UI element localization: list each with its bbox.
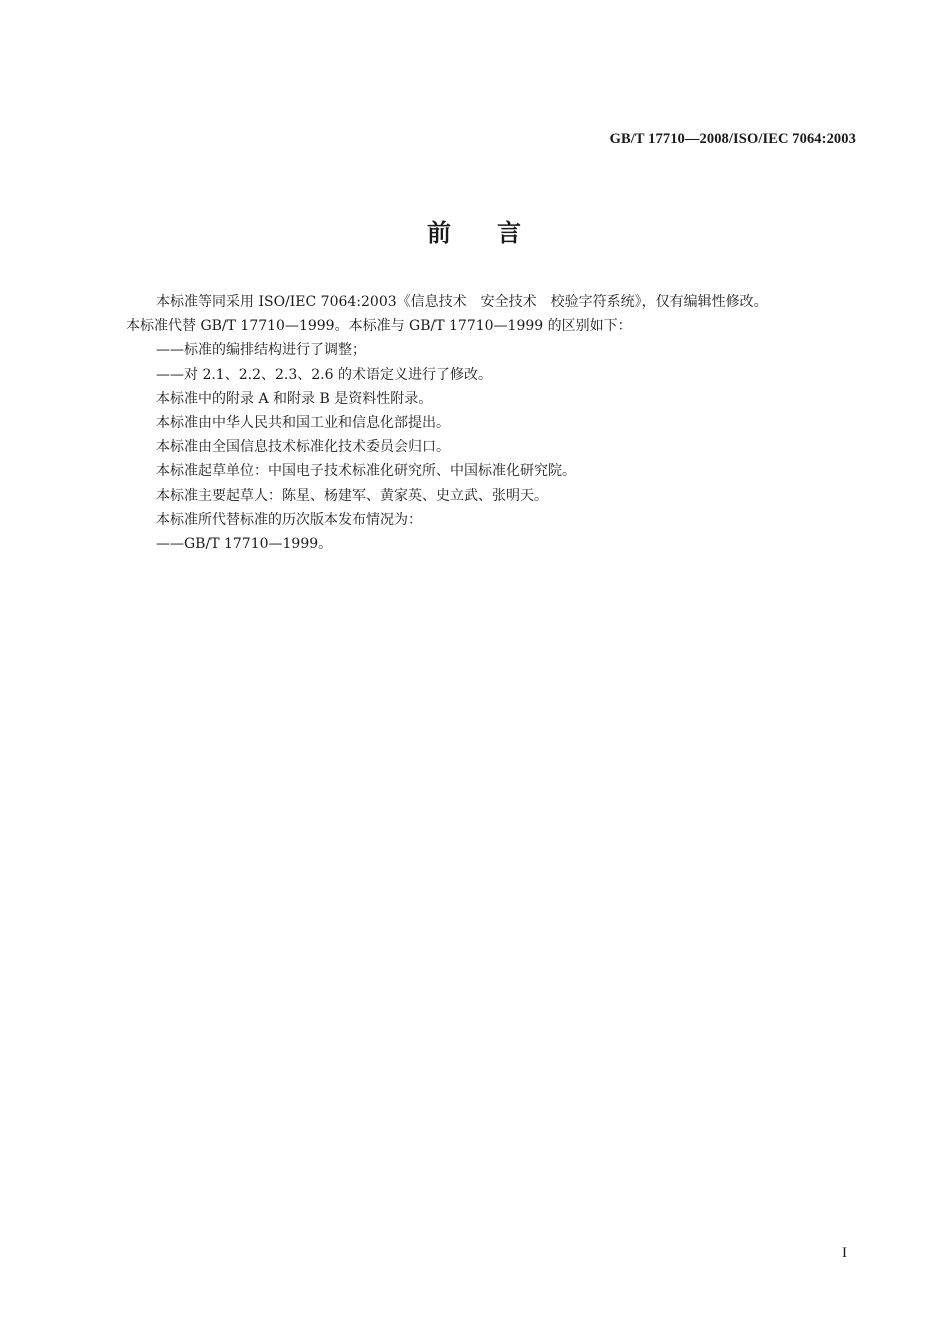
paragraph-replaces: 本标准代替 GB/T 17710—1999。本标准与 GB/T 17710—1999 的区别如下： bbox=[126, 318, 632, 335]
title-char-1: 前 bbox=[427, 219, 453, 247]
paragraph-annexes: 本标准中的附录 A 和附录 B 是资料性附录。 bbox=[156, 390, 433, 407]
standard-code-header: GB/T 17710—2008/ISO/IEC 7064:2003 bbox=[609, 131, 856, 147]
title-char-2: 言 bbox=[497, 219, 523, 247]
page-title bbox=[0, 213, 950, 248]
paragraph-proposed-by: 本标准由中华人民共和国工业和信息化部提出。 bbox=[156, 415, 450, 432]
page-number: I bbox=[842, 1245, 847, 1261]
foreword-body bbox=[126, 290, 862, 556]
list-item-structure: ——标准的编排结构进行了调整； bbox=[156, 342, 366, 359]
paragraph-centralized-by: 本标准由全国信息技术标准化技术委员会归口。 bbox=[156, 439, 450, 456]
paragraph-previous-editions: 本标准所代替标准的历次版本发布情况为： bbox=[156, 511, 422, 528]
list-item-previous-edition: ——GB/T 17710—1999。 bbox=[156, 536, 333, 553]
paragraph-drafters: 本标准主要起草人：陈星、杨建军、黄家英、史立武、张明天。 bbox=[156, 487, 548, 504]
paragraph-drafting-units: 本标准起草单位：中国电子技术标准化研究所、中国标准化研究院。 bbox=[156, 463, 576, 480]
list-item-terms: ——对 2.1、2.2、2.3、2.6 的术语定义进行了修改。 bbox=[156, 366, 492, 383]
paragraph-adoption: 本标准等同采用 ISO/IEC 7064:2003《信息技术 安全技术 校验字符系统》，仅有编辑性修改。 bbox=[156, 294, 768, 310]
